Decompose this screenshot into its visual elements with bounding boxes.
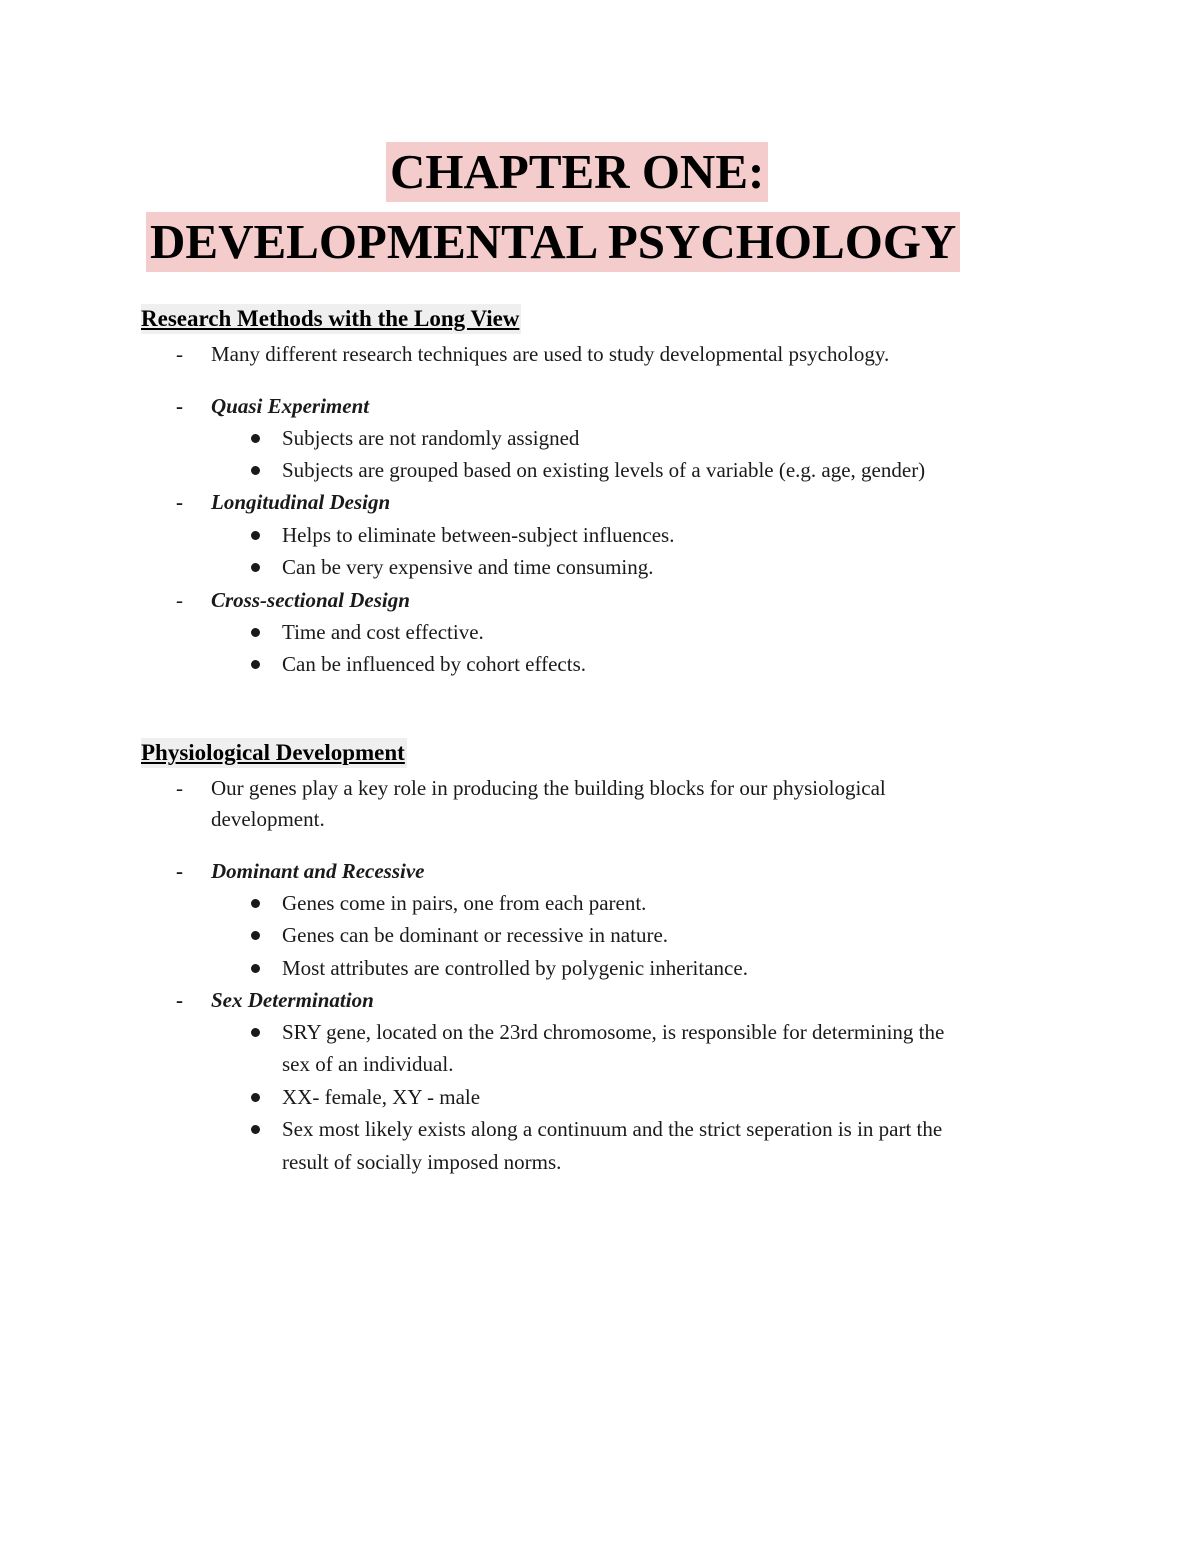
section-heading-research-methods: Research Methods with the Long View: [141, 304, 521, 334]
dash-marker: -: [176, 342, 183, 366]
bullet-text: Genes can be dominant or recessive in nature.: [282, 923, 669, 947]
subheading-sex-determination: Sex Determination: [211, 988, 374, 1012]
bullet-text: XX- female, XY - male: [282, 1085, 481, 1109]
section-intro-text: Our genes play a key role in producing the building blocks for our physiological: [211, 776, 886, 800]
bullet-text: Can be influenced by cohort effects.: [282, 652, 586, 676]
chapter-title-line-2: DEVELOPMENTAL PSYCHOLOGY: [146, 212, 960, 272]
section-intro-text: development.: [211, 807, 325, 831]
subheading-quasi-experiment: Quasi Experiment: [211, 394, 370, 418]
section-heading-physiological-development: Physiological Development: [141, 738, 407, 768]
dash-marker: -: [176, 490, 183, 514]
bullet-text: Subjects are grouped based on existing levels of a variable (e.g. age, gender): [282, 458, 926, 482]
section-intro-text: Many different research techniques are used to study developmental psychology.: [211, 342, 890, 366]
bullet-dot: [251, 628, 260, 637]
bullet-dot: [251, 931, 260, 940]
bullet-dot: [251, 1093, 260, 1102]
subheading-dominant-recessive: Dominant and Recessive: [211, 859, 425, 883]
dash-marker: -: [176, 776, 183, 800]
bullet-text: result of socially imposed norms.: [282, 1150, 562, 1174]
bullet-text: sex of an individual.: [282, 1052, 454, 1076]
dash-marker: -: [176, 394, 183, 418]
bullet-text: Subjects are not randomly assigned: [282, 426, 580, 450]
bullet-dot: [251, 563, 260, 572]
chapter-title-line-1: CHAPTER ONE:: [386, 142, 768, 202]
bullet-text: SRY gene, located on the 23rd chromosome, is responsible for determining the: [282, 1020, 945, 1044]
bullet-text: Helps to eliminate between-subject influences.: [282, 523, 675, 547]
bullet-dot: [251, 899, 260, 908]
dash-marker: -: [176, 588, 183, 612]
subheading-longitudinal-design: Longitudinal Design: [211, 490, 391, 514]
bullet-text: Can be very expensive and time consuming.: [282, 555, 654, 579]
bullet-text: Sex most likely exists along a continuum and the strict seperation is in part the: [282, 1117, 943, 1141]
bullet-dot: [251, 1125, 260, 1134]
bullet-dot: [251, 466, 260, 475]
bullet-text: Time and cost effective.: [282, 620, 484, 644]
bullet-dot: [251, 660, 260, 669]
bullet-dot: [251, 531, 260, 540]
bullet-dot: [251, 964, 260, 973]
subheading-cross-sectional-design: Cross-sectional Design: [211, 588, 410, 612]
bullet-dot: [251, 1028, 260, 1037]
bullet-text: Most attributes are controlled by polygenic inheritance.: [282, 956, 748, 980]
dash-marker: -: [176, 988, 183, 1012]
dash-marker: -: [176, 859, 183, 883]
bullet-text: Genes come in pairs, one from each parent.: [282, 891, 647, 915]
bullet-dot: [251, 434, 260, 443]
